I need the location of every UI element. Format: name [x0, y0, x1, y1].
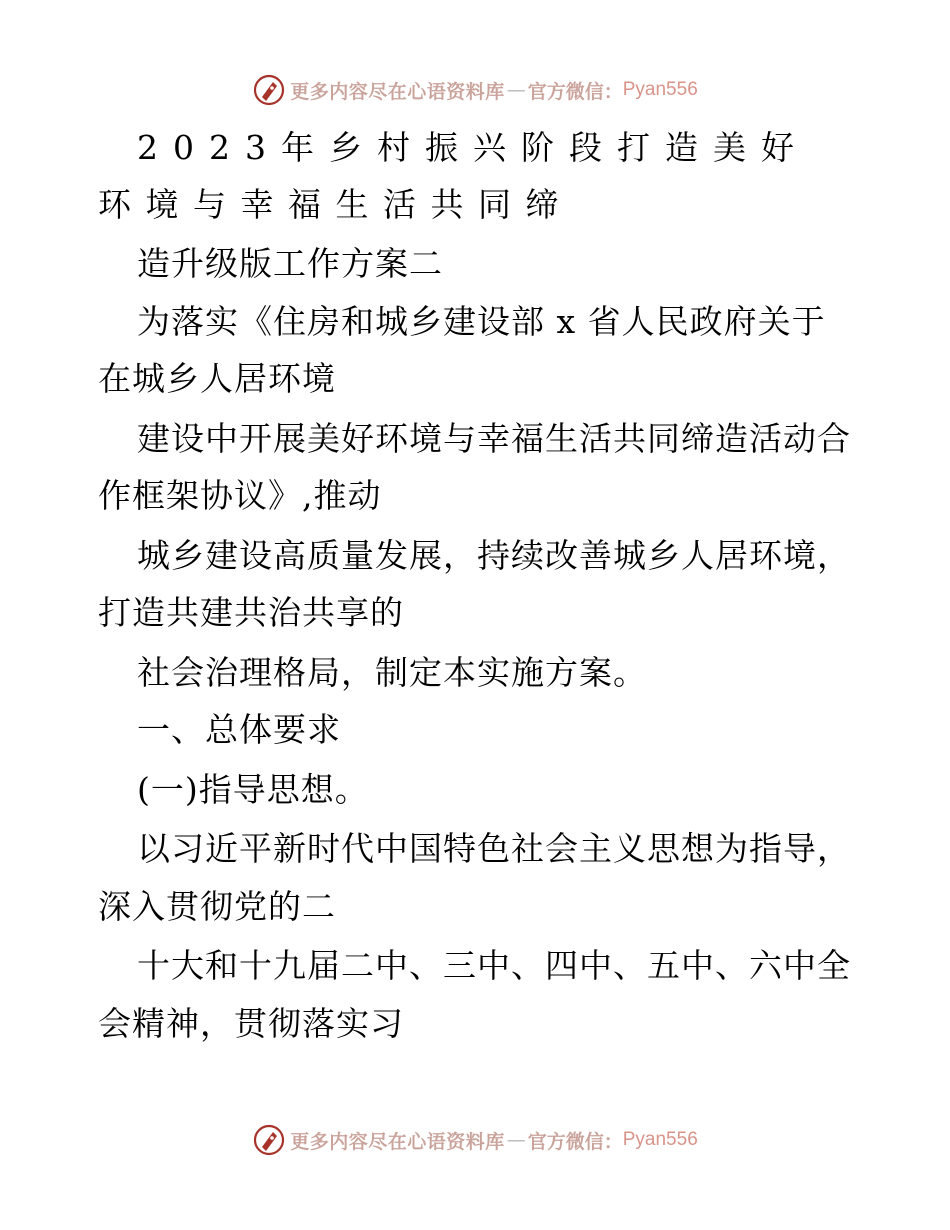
wechat-label: 官方微信： [527, 80, 623, 103]
paragraph-line: 建设中开展美好环境与幸福生活共同缔造活动合 [137, 419, 851, 458]
title-line-1: 2023年乡村振兴阶段打造美好 [137, 128, 809, 167]
wechat-id: Pyan556 [622, 1129, 698, 1150]
subsection-heading: (一)指导思想。 [137, 770, 369, 809]
paragraph-line: 在城乡人居环境 [98, 359, 336, 398]
banner-dash: — [506, 1129, 526, 1151]
title-line-2: 环境与幸福生活共同缔 [98, 185, 573, 224]
title-line-3: 造升级版工作方案二 [137, 244, 443, 283]
pen-nib-logo-icon [252, 73, 286, 107]
banner-text: 更多内容尽在心语资料库 [290, 80, 505, 103]
wechat-id: Pyan556 [622, 79, 698, 100]
banner-dash: — [506, 79, 526, 101]
section-heading: 一、总体要求 [137, 710, 341, 749]
pen-nib-logo-icon [252, 1123, 286, 1157]
paragraph-line: 十大和十九届二中、三中、四中、五中、六中全 [137, 946, 851, 985]
paragraph-line: 打造共建共治共享的 [98, 593, 404, 632]
paragraph-line: 城乡建设高质量发展，持续改善城乡人居环境， [137, 536, 851, 575]
paragraph-line: 深入贯彻党的二 [98, 887, 336, 926]
paragraph-line: 以习近平新时代中国特色社会主义思想为指导， [137, 829, 851, 868]
wechat-label: 官方微信： [527, 1130, 623, 1153]
paragraph-line: 为落实《住房和城乡建设部 x 省人民政府关于 [137, 302, 826, 341]
footer-banner [0, 1122, 950, 1158]
paragraph-line: 社会治理格局，制定本实施方案。 [137, 653, 647, 692]
header-banner [0, 72, 950, 108]
banner-text: 更多内容尽在心语资料库 [290, 1130, 505, 1153]
paragraph-line: 会精神，贯彻落实习 [98, 1004, 404, 1043]
paragraph-line: 作框架协议》,推动 [98, 476, 382, 515]
